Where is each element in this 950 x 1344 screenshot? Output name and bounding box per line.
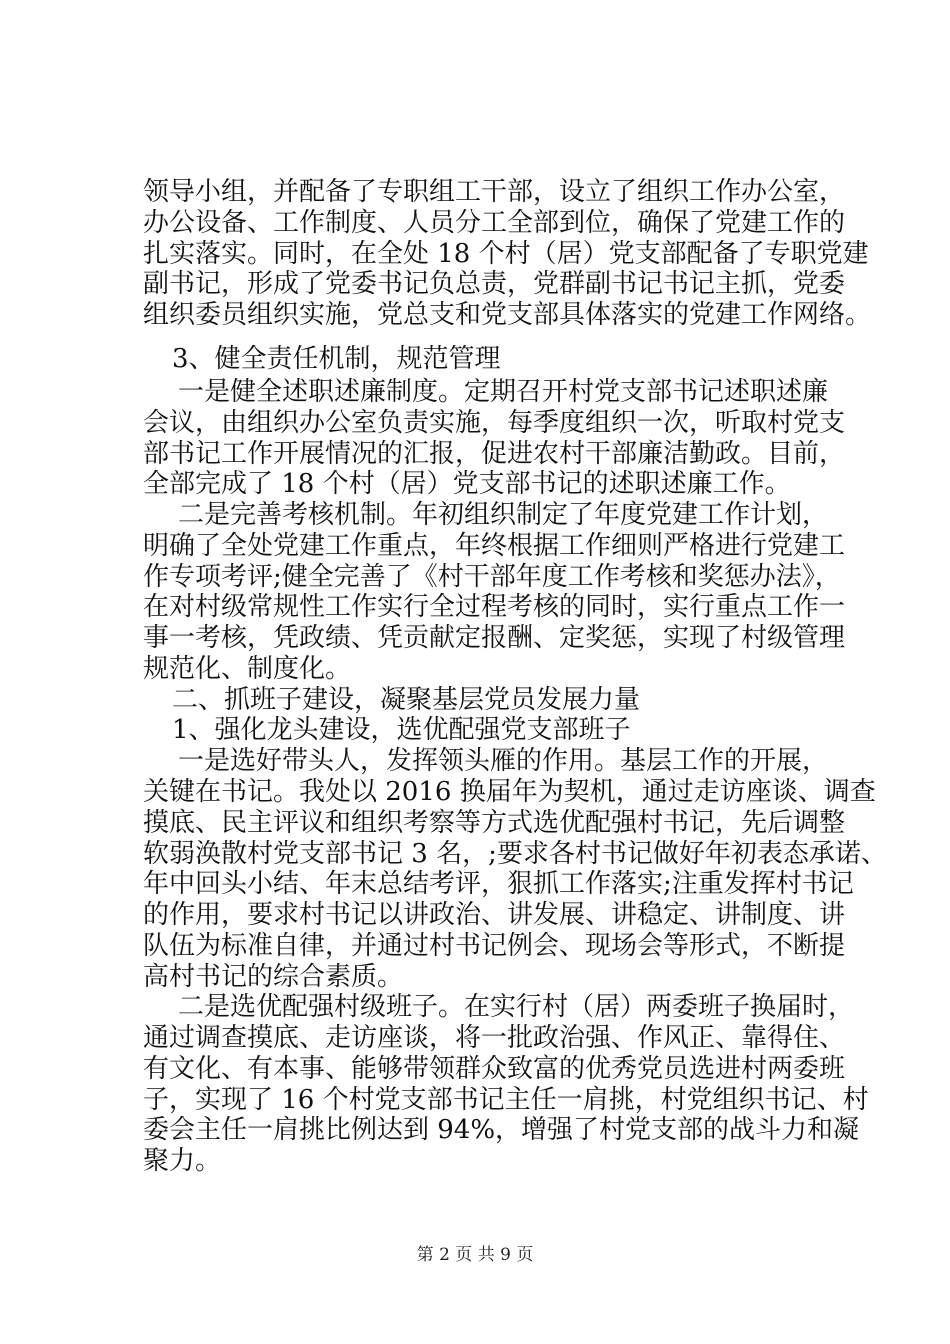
paragraph-line: 规范化、制度化。 <box>143 654 352 684</box>
paragraph-line: 高村书记的综合素质。 <box>143 962 404 992</box>
paragraph-line: 扎实落实。同时，在全处 18 个村（居）党支部配备了专职党建 <box>143 239 869 269</box>
paragraph-line: 办公设备、工作制度、人员分工全部到位，确保了党建工作的 <box>143 208 846 238</box>
paragraph-line: 队伍为标准自律，并通过村书记例会、现场会等形式，不断提 <box>143 931 846 961</box>
paragraph-line: 关键在书记。我处以 2016 换届年为契机，通过走访座谈、调查 <box>143 777 876 807</box>
paragraph-line-last: 聚力。 <box>143 1146 222 1176</box>
paragraph-line: 作专项考评;健全完善了《村干部年度工作考核和奖惩办法》， <box>143 562 841 592</box>
paragraph-line: 领导小组，并配备了专职组工干部，设立了组织工作办公室， <box>143 177 846 207</box>
paragraph-line: 部书记工作开展情况的汇报，促进农村干部廉洁勤政。目前， <box>143 439 846 469</box>
subsection-heading: 1、强化龙头建设，选优配强党支部班子 <box>172 715 631 745</box>
paragraph-line: 通过调查摸底、走访座谈，将一批政治强、作风正、靠得住、 <box>143 1023 846 1053</box>
paragraph-line: 全部完成了 18 个村（居）党支部书记的述职述廉工作。 <box>143 469 791 499</box>
paragraph-line: 的作用，要求村书记以讲政治、讲发展、讲稳定、讲制度、讲 <box>143 900 846 930</box>
paragraph-line: 事一考核，凭政绩、凭贡献定报酬、定奖惩，实现了村级管理 <box>143 623 846 653</box>
page-footer: 第 2 页 共 9 页 <box>416 1245 534 1265</box>
paragraph-line: 摸底、民主评议和组织考察等方式选优配强村书记，先后调整 <box>143 808 846 838</box>
paragraph-line: 子，实现了 16 个村党支部书记主任一肩挑，村党组织书记、村 <box>143 1085 869 1115</box>
paragraph-line: 年中回头小结、年末总结考评，狠抓工作落实;注重发挥村书记 <box>143 869 854 899</box>
paragraph-line: 软弱涣散村党支部书记 3 名，;要求各村书记做好年初表态承诺、 <box>143 839 887 869</box>
section-heading: 二、抓班子建设，凝聚基层党员发展力量 <box>172 685 641 715</box>
paragraph-line: 在对村级常规性工作实行全过程考核的同时，实行重点工作一 <box>143 592 846 622</box>
paragraph-line: 组织委员组织实施，党总支和党支部具体落实的党建工作网络。 <box>143 300 872 330</box>
paragraph-line: 二是完善考核机制。年初组织制定了年度党建工作计划， <box>178 500 829 530</box>
paragraph-line: 委会主任一肩挑比例达到 94%，增强了村党支部的战斗力和凝 <box>143 1115 860 1145</box>
paragraph-line: 一是健全述职述廉制度。定期召开村党支部书记述职述廉 <box>178 377 829 407</box>
paragraph-line: 明确了全处党建工作重点，年终根据工作细则严格进行党建工 <box>143 531 846 561</box>
paragraph-line: 二是选优配强村级班子。在实行村（居）两委班子换届时， <box>178 992 855 1022</box>
paragraph-line: 一是选好带头人，发挥领头雁的作用。基层工作的开展， <box>178 746 829 776</box>
paragraph-line: 有文化、有本事、能够带领群众致富的优秀党员选进村两委班 <box>143 1054 846 1084</box>
section-heading: 3、健全责任机制，规范管理 <box>172 344 501 374</box>
paragraph-line: 会议，由组织办公室负责实施，每季度组织一次，听取村党支 <box>143 408 846 438</box>
paragraph-line: 副书记，形成了党委书记负总责，党群副书记书记主抓，党委 <box>143 269 846 299</box>
